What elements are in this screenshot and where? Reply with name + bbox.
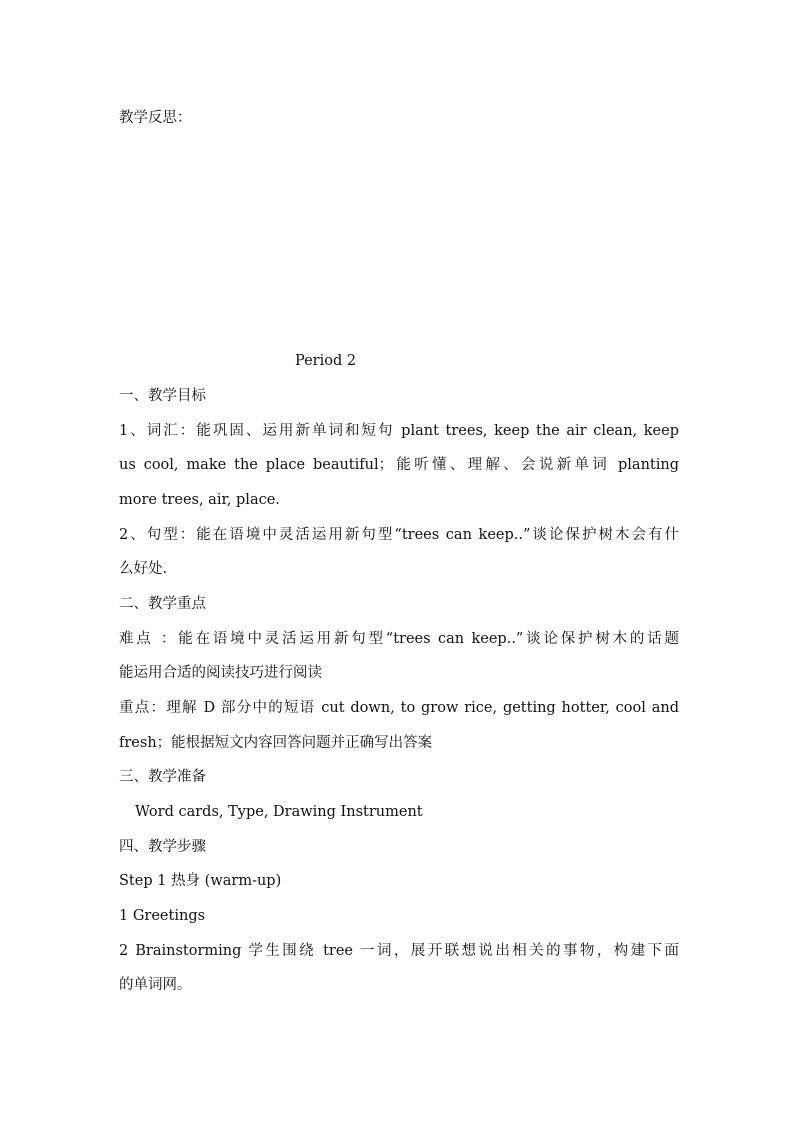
difficulty-line-2: 能运用合适的阅读技巧进行阅读 xyxy=(119,665,322,681)
focus-line-1: 重点：理解 D 部分中的短语 cut down, to grow rice, getting hotter, cool and xyxy=(119,700,679,716)
vocab-line-1: 1、词汇：能巩固、运用新单词和短句 plant trees, keep the air clean, keep xyxy=(119,423,679,439)
steps-heading: 四、教学步骤 xyxy=(119,839,206,855)
vocab-line-2: us cool, make the place beautiful；能听懂、理解、会说新单词 planting xyxy=(119,457,679,473)
brainstorm-line-1: 2 Brainstorming 学生围绕 tree 一词，展开联想说出相关的事物，构建下面 xyxy=(119,943,679,959)
sentence-line-2: 么好处. xyxy=(119,561,168,577)
focus-line-2: fresh；能根据短文内容回答问题并正确写出答案 xyxy=(119,735,433,751)
step1-title: Step 1 热身 (warm-up) xyxy=(119,873,282,889)
reflection-label: 教学反思： xyxy=(119,110,192,126)
brainstorm-line-2: 的单词网。 xyxy=(119,977,192,993)
objectives-heading: 一、教学目标 xyxy=(119,388,206,404)
vocab-line-3: more trees, air, place. xyxy=(119,492,280,508)
difficulty-line-1: 难点 ：能在语境中灵活运用新句型“trees can keep..”谈论保护树木的话题 xyxy=(119,631,679,647)
sentence-line-1: 2、句型：能在语境中灵活运用新句型“trees can keep..”谈论保护树木会有什 xyxy=(119,527,679,543)
period-title: Period 2 xyxy=(295,353,357,369)
greetings-item: 1 Greetings xyxy=(119,908,206,924)
key-points-heading: 二、教学重点 xyxy=(119,596,206,612)
preparation-heading: 三、教学准备 xyxy=(119,769,206,785)
preparation-items: Word cards, Type, Drawing Instrument xyxy=(135,804,423,820)
